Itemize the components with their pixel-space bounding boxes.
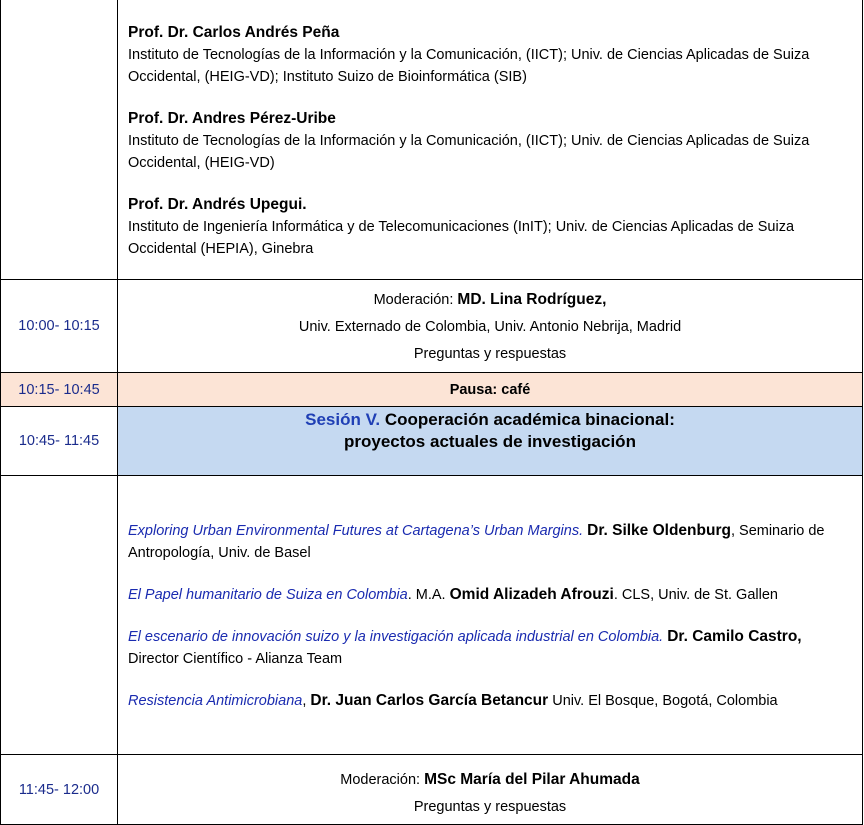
moderation-row [1, 280, 863, 373]
session-row [1, 407, 863, 476]
speaker-entry [128, 194, 852, 260]
qa-label: Preguntas y respuestas [413, 799, 567, 815]
pause-row [1, 373, 863, 407]
talk-speaker: Omid Alizadeh Afrouzi [449, 585, 614, 603]
session-cell [118, 407, 863, 476]
talk-affiliation: , Seminario de Antropología, Univ. de Basel [128, 522, 825, 561]
talks-row [1, 476, 863, 755]
time-cell: 10:00- 10:15 [1, 280, 118, 373]
moderation-row [1, 755, 863, 825]
talk-title: Exploring Urban Environmental Futures at Cartagena’s Urban Margins. [128, 522, 584, 539]
speakers-row [1, 0, 863, 280]
talk-speaker: Dr. Juan Carlos García Betancur [310, 691, 549, 709]
speaker-affiliation: Instituto de Tecnologías de la Información y la Comunicación, (IICT); Univ. de Ciencias Aplicadas de Suiza Occidental, (HEIG-VD) [128, 133, 810, 171]
talk-speaker: Dr. Silke Oldenburg [587, 521, 731, 539]
speaker-name: Prof. Dr. Andrés Upegui. [128, 196, 307, 213]
moderator-name: MSc María del Pilar Ahumada [424, 771, 640, 788]
talk-entry [128, 626, 852, 670]
moderator-affiliation: Univ. Externado de Colombia, Univ. Antonio Nebrija, Madrid [298, 319, 682, 335]
talk-affiliation: Univ. El Bosque, Bogotá, Colombia [548, 692, 778, 709]
speakers-cell [118, 0, 863, 280]
moderation-prefix: Moderación: [340, 772, 421, 788]
time-cell-empty [1, 0, 118, 280]
moderator-name: MD. Lina Rodríguez, [457, 291, 607, 308]
moderation-cell [118, 280, 863, 373]
talk-entry: El Papel humanitario de Suiza en Colombia. M.A. Omid Alizadeh Afrouzi. CLS, Univ. de St. Gallen [128, 585, 778, 603]
speaker-affiliation: Instituto de Ingeniería Informática y de Telecomunicaciones (InIT); Univ. de Ciencias Aplicadas de Suiza Occidental (HEPIA), Ginebra [128, 219, 795, 257]
speaker-entry [128, 22, 852, 88]
time-cell: 10:45- 11:45 [1, 407, 118, 476]
speaker-affiliation: Instituto de Tecnologías de la Información y la Comunicación, (IICT); Univ. de Ciencias Aplicadas de Suiza Occidental, (HEIG-VD); Instituto Suizo de Bioinformática (SIB) [128, 47, 810, 85]
talk-affiliation: Director Científico - Alianza Team [128, 650, 343, 667]
session-title-line2: proyectos actuales de investigación [344, 431, 636, 451]
pause-label: Pausa: café [118, 373, 863, 407]
speaker-entry [128, 108, 852, 174]
time-cell: 10:15- 10:45 [1, 373, 118, 407]
talk-entry: Resistencia Antimicrobiana, Dr. Juan Carlos García Betancur Univ. El Bosque, Bogotá, Colombia [128, 691, 778, 709]
session-title-line1: Cooperación académica binacional: [384, 409, 675, 429]
talks-cell [118, 476, 863, 755]
time-cell-empty [1, 476, 118, 755]
moderation-prefix: Moderación: [373, 292, 454, 308]
speaker-name: Prof. Dr. Andres Pérez-Uribe [128, 110, 336, 127]
session-label: Sesión V. [305, 409, 381, 429]
moderation-cell [118, 755, 863, 825]
speaker-name: Prof. Dr. Carlos Andrés Peña [128, 24, 340, 41]
qa-label: Preguntas y respuestas [413, 346, 567, 362]
talk-speaker: Dr. Camilo Castro, [667, 627, 802, 645]
time-cell: 11:45- 12:00 [1, 755, 118, 825]
talk-title: El escenario de innovación suizo y la investigación aplicada industrial en Colombia. [128, 628, 664, 645]
talk-title: Resistencia Antimicrobiana [128, 692, 303, 709]
talk-entry [128, 520, 852, 564]
talk-affiliation: . CLS, Univ. de St. Gallen [613, 586, 778, 603]
talk-title: El Papel humanitario de Suiza en Colombia [128, 586, 408, 603]
